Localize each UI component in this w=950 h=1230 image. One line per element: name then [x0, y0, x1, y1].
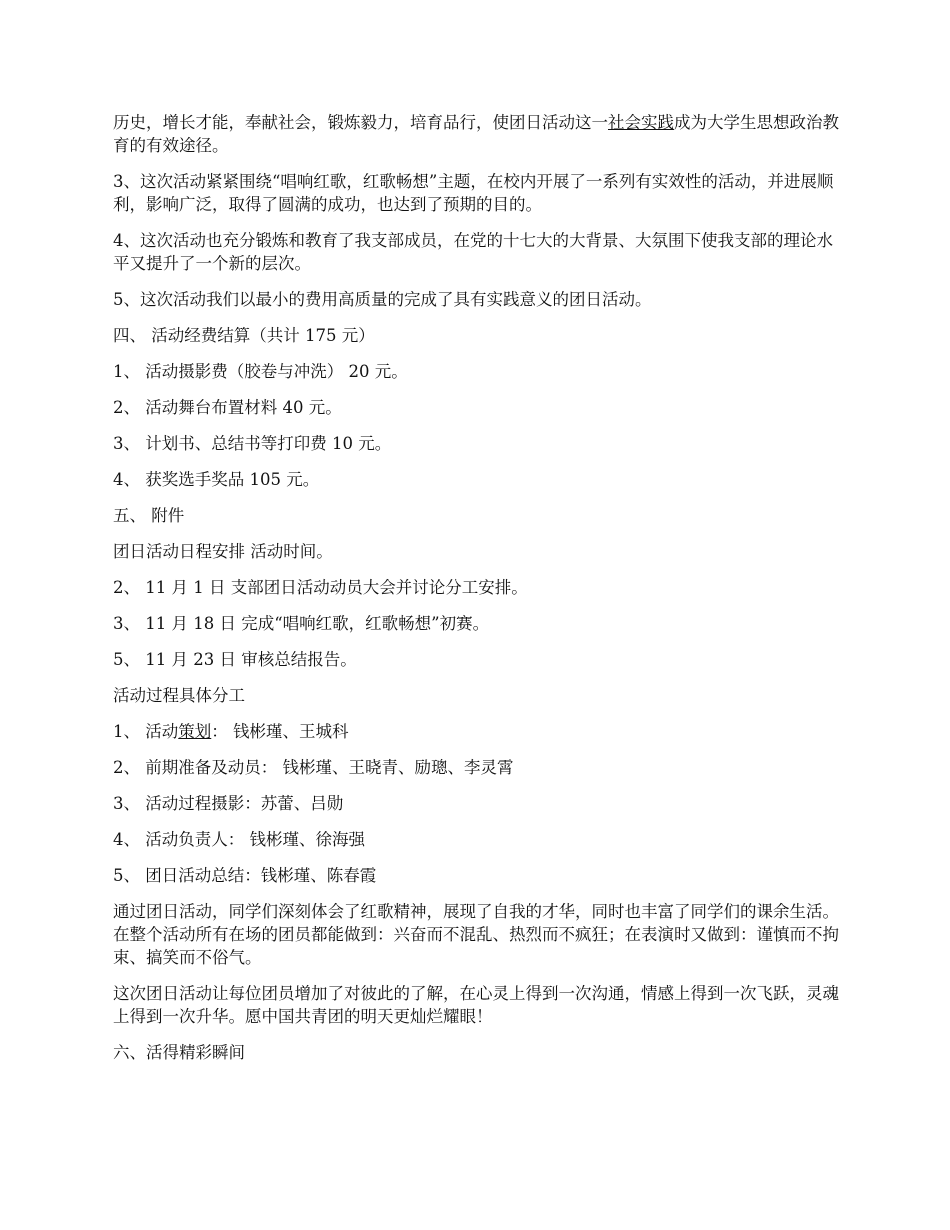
cost-item: 1、 活动摄影费（胶卷与冲洗） 20 元。: [113, 362, 408, 381]
division-item: 5、 团日活动总结：钱彬瑾、陈春霞: [113, 866, 377, 885]
document-body: [113, 111, 845, 1077]
schedule-item: 2、 11 月 1 日 支部团日活动动员大会并讨论分工安排。: [113, 578, 528, 597]
cost-item: 3、 计划书、总结书等打印费 10 元。: [113, 434, 392, 453]
paragraph-3: 3、这次活动紧紧围绕“唱响红歌，红歌畅想”主题，在校内开展了一系列有实效性的活动，并进展顺利，影响广泛，取得了圆满的成功，也达到了预期的目的。: [113, 172, 834, 214]
cost-item: 4、 获奖选手奖品 105 元。: [113, 470, 320, 489]
section-heading-budget: 四、 活动经费结算（共计 175 元）: [113, 326, 375, 345]
division-item: 4、 活动负责人： 钱彬瑾、徐海强: [113, 830, 365, 849]
section-heading-highlights: 六、活得精彩瞬间: [113, 1043, 245, 1062]
summary-paragraph: 这次团日活动让每位团员增加了对彼此的了解，在心灵上得到一次沟通，情感上得到一次飞跃，灵魂上得到一次升华。愿中国共青团的明天更灿烂耀眼！: [113, 984, 839, 1026]
cost-item: 2、 活动舞台布置材料 40 元。: [113, 398, 342, 417]
section-heading-attachment: 五、 附件: [113, 506, 185, 525]
paragraph-4: 4、这次活动也充分锻炼和教育了我支部成员，在党的十七大的大背景、大氛围下使我支部的理论水平又提升了一个新的层次。: [113, 231, 833, 273]
division-item: 2、 前期准备及动员： 钱彬瑾、王晓青、励璁、李灵霄: [113, 758, 514, 777]
summary-paragraph: 通过团日活动，同学们深刻体会了红歌精神，展现了自我的才华，同时也丰富了同学们的课余生活。在整个活动所有在场的团员都能做到：兴奋而不混乱、热烈而不疯狂；在表演时又做到：谨慎而不拘束、搞笑而不俗气。: [113, 902, 839, 967]
paragraph-intro: 历史，增长才能，奉献社会，锻炼毅力，培育品行，使团日活动这一社会实践成为大学生思想政治教育的有效途径。: [113, 113, 839, 155]
schedule-item: 5、 11 月 23 日 审核总结报告。: [113, 650, 357, 669]
division-title: 活动过程具体分工: [113, 686, 245, 705]
schedule-item: 3、 11 月 18 日 完成“唱响红歌，红歌畅想”初赛。: [113, 614, 490, 633]
planning-link[interactable]: 策划: [178, 722, 212, 741]
division-item: 1、 活动策划： 钱彬瑾、王城科: [113, 722, 349, 741]
social-practice-link[interactable]: 社会实践: [608, 113, 674, 132]
schedule-title: 团日活动日程安排 活动时间。: [113, 542, 333, 561]
division-item: 3、 活动过程摄影：苏蕾、吕勋: [113, 794, 344, 813]
paragraph-5: 5、这次活动我们以最小的费用高质量的完成了具有实践意义的团日活动。: [113, 290, 652, 309]
